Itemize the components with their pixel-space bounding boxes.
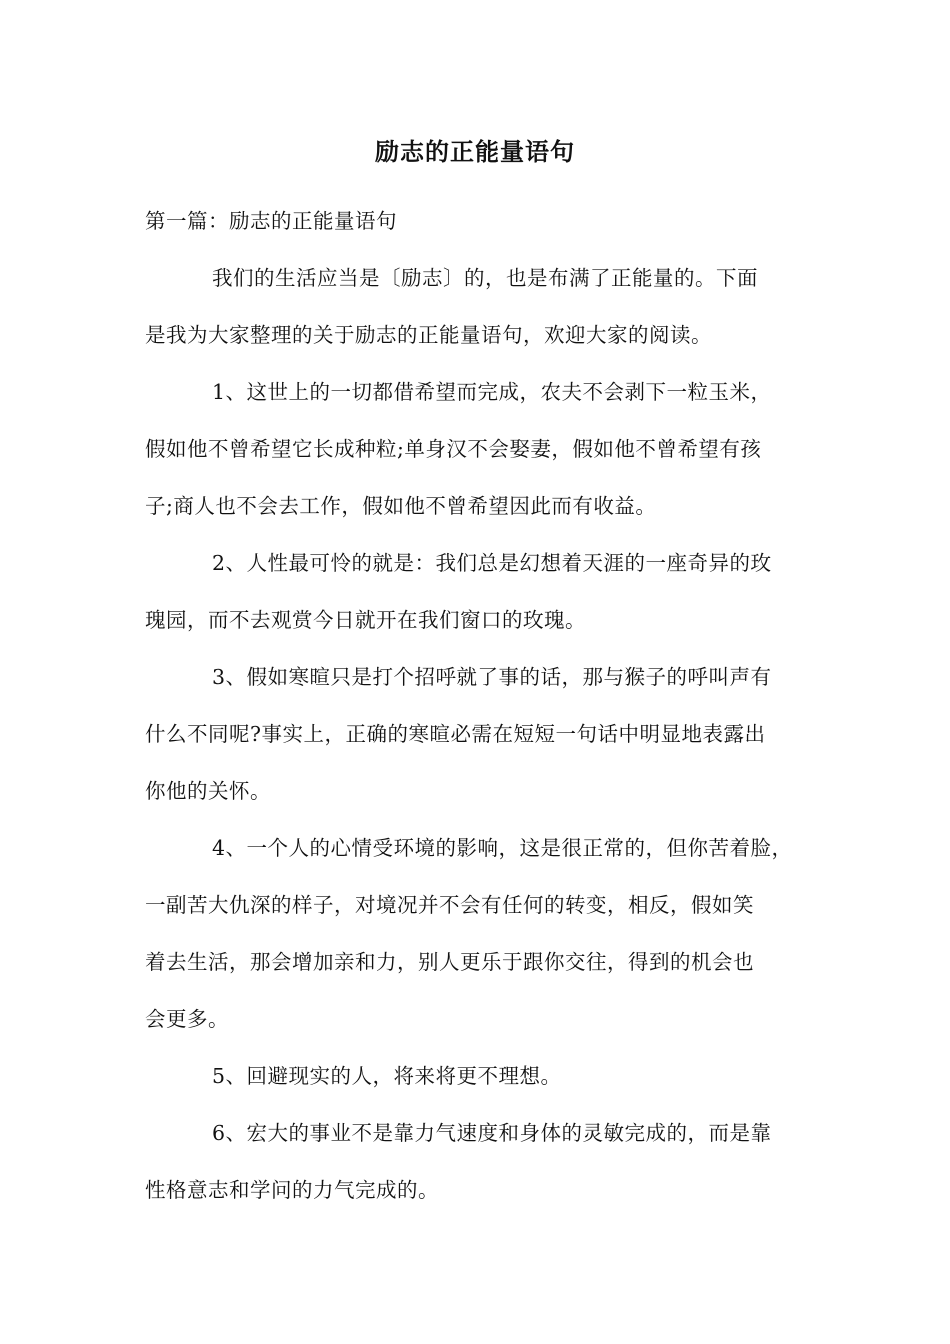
document-title: 励志的正能量语句	[375, 138, 575, 166]
paragraph-line: 4、一个人的心情受环境的影响，这是很正常的，但你苦着脸，	[212, 836, 793, 860]
paragraph-line: 我们的生活应当是〔励志〕的，也是布满了正能量的。下面	[212, 266, 758, 290]
paragraph-line: 着去生活，那会增加亲和力，别人更乐于跟你交往，得到的机会也	[145, 950, 754, 974]
paragraph-line: 瑰园，而不去观赏今日就开在我们窗口的玫瑰。	[145, 608, 586, 632]
paragraph-line: 2、人性最可怜的就是：我们总是幻想着天涯的一座奇异的玫	[212, 551, 772, 575]
paragraph-line: 1、这世上的一切都借希望而完成，农夫不会剥下一粒玉米，	[212, 380, 772, 404]
paragraph-line: 一副苦大仇深的样子，对境况并不会有任何的转变，相反，假如笑	[145, 893, 754, 917]
paragraph-line: 3、假如寒暄只是打个招呼就了事的话，那与猴子的呼叫声有	[212, 665, 772, 689]
paragraph-line: 5、回避现实的人，将来将更不理想。	[212, 1064, 562, 1088]
paragraph-line: 6、宏大的事业不是靠力气速度和身体的灵敏完成的，而是靠	[212, 1121, 772, 1145]
paragraph-line: 子;商人也不会去工作，假如他不曾希望因此而有收益。	[145, 494, 657, 518]
section-heading: 第一篇：励志的正能量语句	[145, 209, 397, 233]
paragraph-line: 什么不同呢?事实上，正确的寒暄必需在短短一句话中明显地表露出	[145, 722, 766, 746]
paragraph-line: 性格意志和学问的力气完成的。	[145, 1178, 439, 1202]
paragraph-line: 你他的关怀。	[145, 779, 271, 803]
paragraph-line: 假如他不曾希望它长成种粒;单身汉不会娶妻，假如他不曾希望有孩	[145, 437, 762, 461]
paragraph-line: 会更多。	[145, 1007, 229, 1031]
paragraph-line: 是我为大家整理的关于励志的正能量语句，欢迎大家的阅读。	[145, 323, 712, 347]
